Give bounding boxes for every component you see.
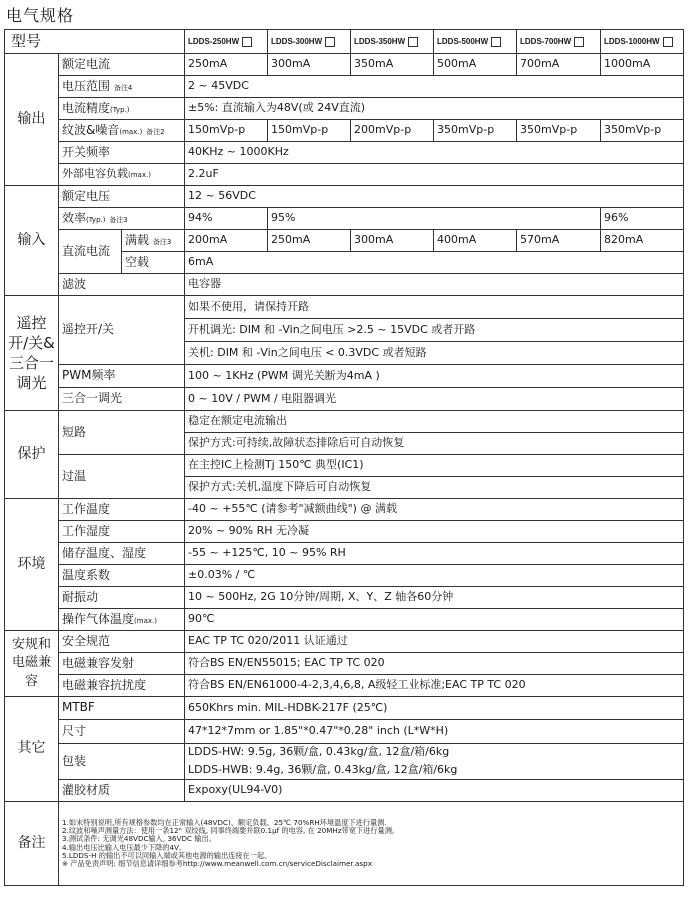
env-row	[5, 587, 684, 609]
model-1000: LDDS-1000HW	[601, 30, 684, 54]
model-300: LDDS-300HW	[268, 30, 351, 54]
potting-row	[5, 780, 684, 802]
cell: 95%	[268, 208, 601, 230]
env-row	[5, 521, 684, 543]
packing-row-1	[5, 744, 684, 762]
remote-section: 遥控开/关&三合一调光	[5, 296, 59, 411]
no-load-label: 空载	[122, 252, 185, 274]
filter-value: 电容器	[185, 274, 684, 296]
ot-row-1	[5, 455, 684, 477]
env-row	[5, 565, 684, 587]
dim-row	[5, 388, 684, 411]
remote-line-1: 如果不使用，请保持开路	[185, 296, 684, 319]
safety-label: 安全规范	[59, 631, 185, 653]
no-load-value: 6mA	[185, 252, 684, 274]
dc-current-label: 直流电流	[59, 230, 122, 274]
model-250: LDDS-250HW	[185, 30, 268, 54]
packing-label: 包装	[59, 744, 185, 780]
model-row	[5, 30, 684, 54]
env-label: 操作气体温度(max.)	[59, 609, 185, 631]
ot-line-2: 保护方式:关机,温度下降后可自动恢复	[185, 477, 684, 499]
packing-line-2: LDDS-HWB: 9.4g, 36颗/盒, 0.43kg/盒, 12盒/箱/6kg	[185, 762, 684, 780]
safety-row	[5, 631, 684, 653]
ripple-label: 纹波&噪音(max.) 备注2	[59, 120, 185, 142]
page-title: 电气规格	[6, 6, 75, 25]
dimension-row	[5, 720, 684, 744]
safety-value: 符合BS EN/EN55015; EAC TP TC 020	[185, 653, 684, 675]
cell: 300mA	[351, 230, 434, 252]
rated-voltage-row	[5, 186, 684, 208]
env-label: 工作温度	[59, 499, 185, 521]
ot-line-1: 在主控IC上检测Tj 150℃ 典型(IC1)	[185, 455, 684, 477]
pwm-row	[5, 365, 684, 388]
env-label: 储存温度、湿度	[59, 543, 185, 565]
model-label: 型号	[5, 30, 185, 54]
ext-cap-label: 外部电容负载(max.)	[59, 164, 185, 186]
env-label: 工作湿度	[59, 521, 185, 543]
ext-cap-row	[5, 164, 684, 186]
note-line: 4.输出电压比输入电压最少下降的4V。	[62, 842, 187, 852]
checkbox-1000[interactable]	[663, 37, 673, 47]
notes-body	[59, 802, 684, 886]
checkbox-250[interactable]	[242, 37, 252, 47]
model-500: LDDS-500HW	[434, 30, 517, 54]
cell: 570mA	[517, 230, 601, 252]
notes-section: 备注	[5, 802, 59, 886]
env-row	[5, 609, 684, 631]
short-line-2: 保护方式:可持续,故障状态排除后可自动恢复	[185, 433, 684, 455]
checkbox-300[interactable]	[325, 37, 335, 47]
cell: 250mA	[185, 54, 268, 76]
cell: 500mA	[434, 54, 517, 76]
protection-section: 保护	[5, 411, 59, 499]
ot-label: 过温	[59, 455, 185, 499]
remote-onoff-label: 遥控开/关	[59, 296, 185, 365]
cell: 150mVp-p	[268, 120, 351, 142]
env-value: 20% ~ 90% RH 无冷凝	[185, 521, 684, 543]
cell: 350mVp-p	[434, 120, 517, 142]
input-section: 输入	[5, 186, 59, 296]
env-row	[5, 499, 684, 521]
rated-current-label: 额定电流	[59, 54, 185, 76]
cell: 1000mA	[601, 54, 684, 76]
switching-freq-label: 开关频率	[59, 142, 185, 164]
safety-row	[5, 653, 684, 675]
ripple-row	[5, 120, 684, 142]
efficiency-label: 效率(Typ.) 备注3	[59, 208, 185, 230]
remote-line-3: 关机: DIM 和 -Vin之间电压 < 0.3VDC 或者短路	[185, 342, 684, 365]
dim-value: 0 ~ 10V / PWM / 电阻器调光	[185, 388, 684, 411]
mtbf-value: 650Khrs min. MIL-HDBK-217F (25℃)	[185, 697, 684, 720]
potting-label: 灌胶材质	[59, 780, 185, 802]
cell: 700mA	[517, 54, 601, 76]
short-label: 短路	[59, 411, 185, 455]
cell: 350mVp-p	[601, 120, 684, 142]
output-rated-current-row	[5, 54, 684, 76]
pwm-value: 100 ~ 1KHz (PWM 调光关断为4mA )	[185, 365, 684, 388]
cell: 96%	[601, 208, 684, 230]
remote-line-2: 开机调光: DIM 和 -Vin之间电压 >2.5 ~ 15VDC 或者开路	[185, 319, 684, 342]
ext-cap-value: 2.2uF	[185, 164, 684, 186]
remote-row-1	[5, 296, 684, 319]
cell: 350mA	[351, 54, 434, 76]
cell: 300mA	[268, 54, 351, 76]
safety-value: 符合BS EN/EN61000-4-2,3,4,6,8, A级轻工业标准;EAC TP TC 020	[185, 675, 684, 697]
filter-row	[5, 274, 684, 296]
note-line: ※ 产品免责声明: 细节信息请详细参考http://www.meanwell.com.cn/serviceDisclaimer.aspx	[62, 859, 372, 869]
packing-line-1: LDDS-HW: 9.5g, 36颗/盒, 0.43kg/盒, 12盒/箱/6kg	[185, 744, 684, 762]
full-load-row	[5, 230, 684, 252]
note-line: 3.测试条件: 无调光48VDC输入, 36VDC 输出。	[62, 834, 216, 844]
safety-label: 电磁兼容发射	[59, 653, 185, 675]
mtbf-label: MTBF	[59, 697, 185, 720]
filter-label: 滤波	[59, 274, 185, 296]
output-section: 输出	[5, 54, 59, 186]
checkbox-500[interactable]	[491, 37, 501, 47]
env-value: -40 ~ +55℃ (请参考"减额曲线") @ 满载	[185, 499, 684, 521]
full-load-label: 满载 备注3	[122, 230, 185, 252]
short-row-1	[5, 411, 684, 433]
note-line: 1.如未特别说明,所有规格参数均在正常输入(48VDC)、额定负载、25℃ 70%RH环境温度下进行量测.	[62, 817, 387, 827]
rated-voltage-label: 额定电压	[59, 186, 185, 208]
checkbox-350[interactable]	[408, 37, 418, 47]
cell: 200mVp-p	[351, 120, 434, 142]
potting-value: Expoxy(UL94-V0)	[185, 780, 684, 802]
env-label: 耐振动	[59, 587, 185, 609]
env-value: 90℃	[185, 609, 684, 631]
model-350: LDDS-350HW	[351, 30, 434, 54]
rated-voltage-value: 12 ~ 56VDC	[185, 186, 684, 208]
environment-section: 环境	[5, 499, 59, 631]
env-row	[5, 543, 684, 565]
checkbox-700[interactable]	[574, 37, 584, 47]
short-line-1: 稳定在额定电流输出	[185, 411, 684, 433]
cell: 94%	[185, 208, 268, 230]
pwm-label: PWM频率	[59, 365, 185, 388]
dimension-label: 尺寸	[59, 720, 185, 744]
safety-section: 安规和电磁兼容	[5, 631, 59, 697]
env-value: -55 ~ +125℃, 10 ~ 95% RH	[185, 543, 684, 565]
cell: 400mA	[434, 230, 517, 252]
current-accuracy-value: ±5%: 直流输入为48V(或 24V直流)	[185, 98, 684, 120]
voltage-range-value: 2 ~ 45VDC	[185, 76, 684, 98]
current-accuracy-row	[5, 98, 684, 120]
env-label: 温度系数	[59, 565, 185, 587]
notes-row	[5, 802, 684, 886]
cell: 150mVp-p	[185, 120, 268, 142]
env-value: 10 ~ 500Hz, 2G 10分钟/周期, X、Y、Z 轴各60分钟	[185, 587, 684, 609]
efficiency-row	[5, 208, 684, 230]
model-700: LDDS-700HW	[517, 30, 601, 54]
voltage-range-label: 电压范围 备注4	[59, 76, 185, 98]
dim-label: 三合一调光	[59, 388, 185, 411]
cell: 820mA	[601, 230, 684, 252]
safety-row	[5, 675, 684, 697]
safety-label: 电磁兼容抗扰度	[59, 675, 185, 697]
note-line: 2.纹波和噪声测量方法：使用一条12" 双绞线, 同事终端要并联0.1μf 的电容, 在 20MHz带宽下进行量测。	[62, 825, 400, 835]
cell: 200mA	[185, 230, 268, 252]
env-value: ±0.03% / ℃	[185, 565, 684, 587]
safety-value: EAC TP TC 020/2011 认证通过	[185, 631, 684, 653]
switching-freq-row	[5, 142, 684, 164]
spec-table	[4, 29, 684, 886]
switching-freq-value: 40KHz ~ 1000KHz	[185, 142, 684, 164]
note-line: 5.LDDS-H 的输出不可以同输入端或其他电源的输出连接在一起。	[62, 850, 272, 860]
cell: 250mA	[268, 230, 351, 252]
dimension-value: 47*12*7mm or 1.85"*0.47"*0.28" inch (L*W*H)	[185, 720, 684, 744]
voltage-range-row	[5, 76, 684, 98]
others-section: 其它	[5, 697, 59, 802]
mtbf-row	[5, 697, 684, 720]
cell: 350mVp-p	[517, 120, 601, 142]
current-accuracy-label: 电流精度(Typ.)	[59, 98, 185, 120]
